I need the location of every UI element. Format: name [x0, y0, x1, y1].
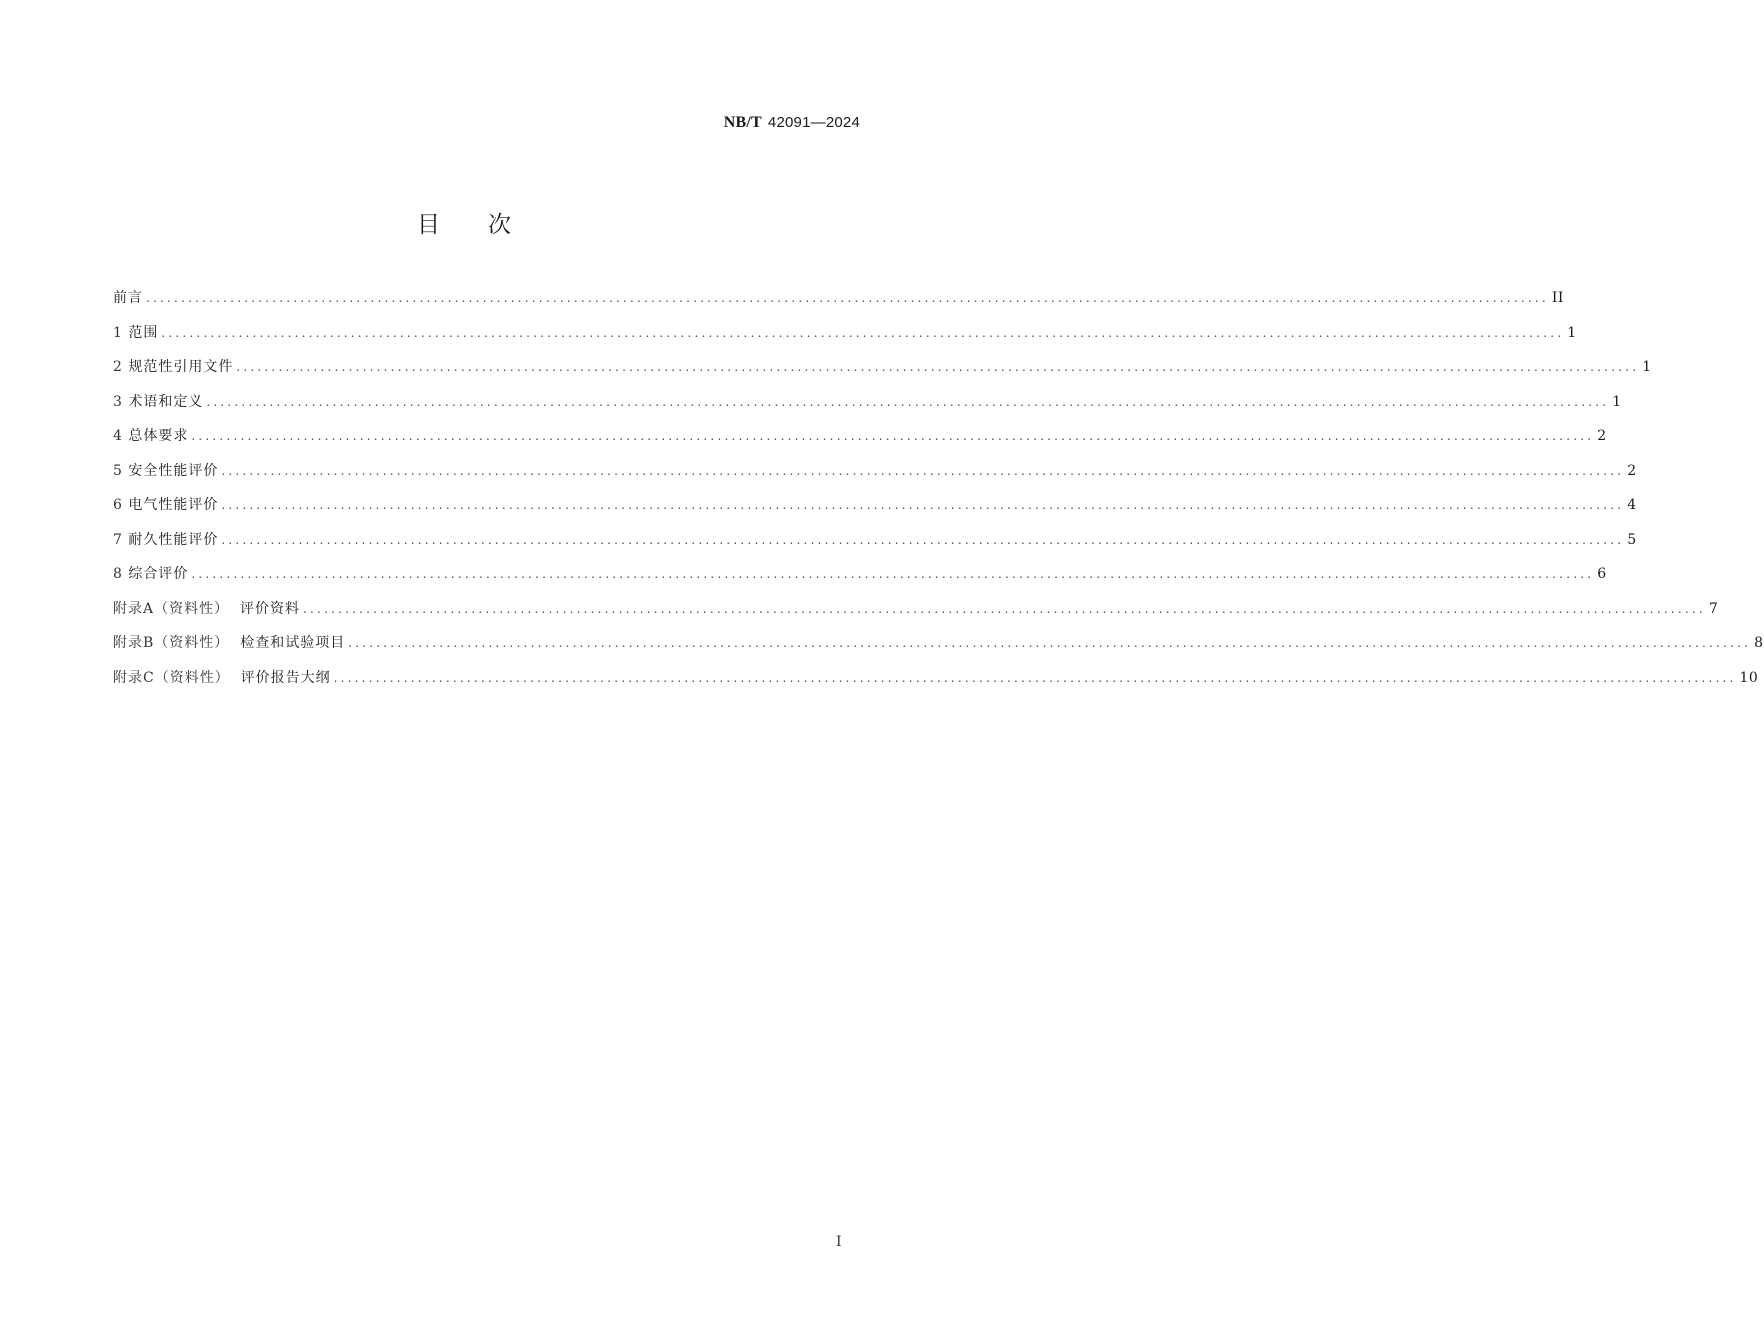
toc-entry-number: 8	[113, 566, 129, 582]
toc-dot-leader: ........................................................................................................................................................................................................	[146, 291, 1549, 305]
toc-entry-label: 总体要求	[128, 428, 189, 444]
toc-entry-label: 检查和试验项目	[240, 635, 346, 651]
toc-entry[interactable]	[113, 350, 1652, 385]
toc-dot-leader: ........................................................................................................................................................................................................	[221, 463, 1625, 478]
toc-dot-leader: ........................................................................................................................................................................................................	[236, 360, 1640, 374]
toc-entry-number: 7	[113, 531, 129, 548]
toc-entry-label: 术语和定义	[128, 393, 204, 410]
toc-dot-leader: ........................................................................................................................................................................................................	[206, 394, 1610, 409]
toc-entry-number: 4	[113, 428, 129, 444]
toc-entry-page: 6	[1597, 566, 1607, 582]
toc-entry-page: 4	[1627, 497, 1637, 513]
toc-entry-label: 范围	[128, 324, 159, 341]
standard-prefix: NB/T	[723, 114, 762, 131]
toc-entry-page: 2	[1627, 462, 1637, 479]
toc-entry-label: 综合评价	[128, 566, 189, 582]
toc-entry-label: 电气性能评价	[128, 497, 219, 513]
toc-entry-number: 6	[113, 497, 129, 513]
toc-entry-label: 评价资料	[240, 600, 301, 617]
toc-entry[interactable]	[113, 592, 1719, 627]
toc-entry-page: 8	[1754, 635, 1764, 651]
toc-entry-page: 5	[1627, 531, 1637, 548]
toc-entry-page: 10	[1739, 669, 1759, 686]
toc-dot-leader: ........................................................................................................................................................................................................	[221, 532, 1625, 547]
toc-entry-label: 规范性引用文件	[128, 359, 234, 375]
table-of-contents	[113, 281, 1764, 695]
toc-entry-label: 前言	[113, 290, 143, 306]
toc-entry[interactable]	[113, 557, 1607, 592]
toc-entry[interactable]	[113, 316, 1577, 351]
toc-entry[interactable]	[113, 419, 1607, 454]
toc-entry-page: 1	[1612, 393, 1622, 410]
toc-entry-gap	[230, 661, 241, 696]
toc-dot-leader: ........................................................................................................................................................................................................	[161, 325, 1565, 340]
toc-dot-leader: ........................................................................................................................................................................................................	[348, 636, 1752, 650]
toc-entry-number: 5	[113, 462, 129, 479]
toc-entry-page: II	[1551, 290, 1564, 306]
toc-entry-number: 3	[113, 393, 129, 410]
toc-entry-number: 附录B（资料性）	[113, 635, 230, 651]
toc-entry-label: 评价报告大纲	[240, 669, 331, 686]
toc-dot-leader: ........................................................................................................................................................................................................	[191, 429, 1595, 443]
toc-entry-gap	[229, 592, 240, 627]
toc-entry-number: 附录A（资料性）	[113, 600, 230, 617]
toc-entry-page: 1	[1642, 359, 1652, 375]
toc-dot-leader: ........................................................................................................................................................................................................	[191, 567, 1595, 581]
page-number: I	[836, 1234, 842, 1250]
toc-dot-leader: ........................................................................................................................................................................................................	[221, 498, 1625, 512]
toc-entry[interactable]	[113, 454, 1637, 489]
standard-code	[724, 114, 860, 132]
toc-dot-leader: ........................................................................................................................................................................................................	[303, 601, 1706, 616]
toc-entry[interactable]	[113, 488, 1637, 523]
toc-entry-page: 7	[1708, 600, 1719, 617]
toc-entry[interactable]	[113, 661, 1759, 696]
toc-entry[interactable]	[113, 281, 1564, 316]
toc-entry-label: 耐久性能评价	[128, 531, 219, 548]
toc-entry[interactable]	[113, 385, 1622, 420]
toc-entry-page: 2	[1597, 428, 1607, 444]
toc-entry[interactable]	[113, 626, 1764, 661]
standard-number: 42091—2024	[767, 114, 860, 131]
toc-entry[interactable]	[113, 523, 1637, 558]
toc-entry-number: 2	[113, 359, 129, 375]
toc-entry-label: 安全性能评价	[128, 462, 219, 479]
toc-entry-gap	[229, 626, 240, 661]
toc-entry-number: 1	[113, 324, 129, 341]
toc-entry-number: 附录C（资料性）	[113, 669, 230, 686]
toc-dot-leader: ........................................................................................................................................................................................................	[333, 670, 1737, 685]
page-title: 目次	[417, 212, 559, 238]
toc-entry-page: 1	[1567, 324, 1577, 341]
